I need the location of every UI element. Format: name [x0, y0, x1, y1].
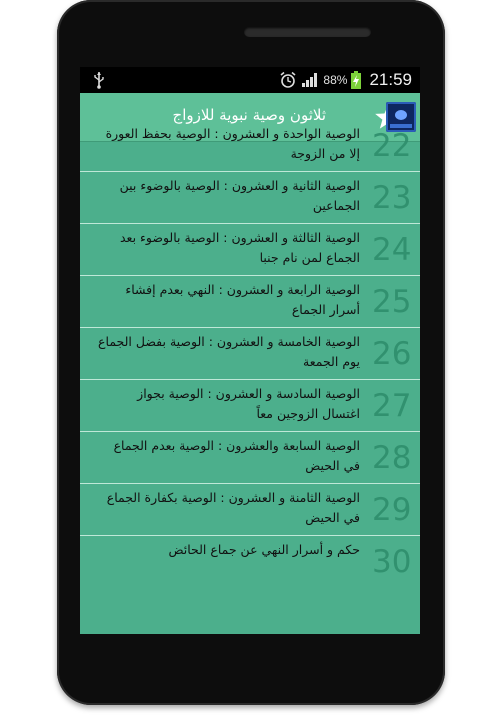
item-number: 24: [372, 232, 412, 268]
item-title: الوصية السادسة و العشرون : الوصية بجواز اغتسال الزوجين معاً: [137, 386, 360, 421]
alarm-clock-icon: [279, 71, 297, 89]
signal-icon: [301, 72, 319, 88]
list-item[interactable]: [80, 224, 420, 276]
advice-list: [80, 126, 420, 634]
item-title: حكم و أسرار النهي عن جماع الحائض: [168, 542, 360, 557]
item-title: الوصية الرابعة و العشرون : النهي بعدم إفشاء أسرار الجماع: [125, 282, 360, 317]
item-title: الوصية الخامسة و العشرون : الوصية بفضل الجماع يوم الجمعة: [98, 334, 360, 369]
list-item[interactable]: [80, 120, 420, 172]
app-screen: [80, 67, 420, 634]
list-item[interactable]: [80, 172, 420, 224]
battery-charging-icon: [351, 71, 361, 89]
phone-speaker: [244, 27, 371, 37]
battery-percent: 88%: [323, 73, 348, 87]
item-title: الوصية الثانية و العشرون : الوصية بالوضوء بين الجماعين: [119, 178, 360, 213]
list-item[interactable]: [80, 328, 420, 380]
item-title: الوصية السابعة والعشرون : الوصية بعدم الجماع في الحيض: [113, 438, 360, 473]
item-number: 25: [372, 284, 412, 320]
item-title: الوصية الثامنة و العشرون : الوصية بكفارة الجماع في الحيض: [106, 490, 360, 525]
item-number: 27: [372, 388, 412, 424]
item-title: الوصية الواحدة و العشرون : الوصية بحفظ العورة إلا من الزوجة: [105, 126, 360, 161]
item-number: 26: [372, 336, 412, 372]
list-item[interactable]: [80, 432, 420, 484]
list-item[interactable]: [80, 484, 420, 536]
usb-icon: [92, 71, 106, 89]
item-number: 23: [372, 180, 412, 216]
app-title: ثلاثون وصية نبوية للازواج: [172, 106, 326, 124]
list-item[interactable]: [80, 276, 420, 328]
phone-bottom-bezel: [57, 634, 445, 704]
status-clock: 21:59: [369, 70, 412, 89]
item-title: الوصية الثالثة و العشرون : الوصية بالوضوء بعد الجماع لمن نام جنبا: [119, 230, 360, 265]
list-item[interactable]: [80, 536, 420, 587]
status-bar: [80, 67, 420, 93]
item-number: 30: [372, 544, 412, 580]
item-number: 22: [372, 128, 412, 164]
item-number: 28: [372, 440, 412, 476]
list-item[interactable]: [80, 380, 420, 432]
item-number: 29: [372, 492, 412, 528]
